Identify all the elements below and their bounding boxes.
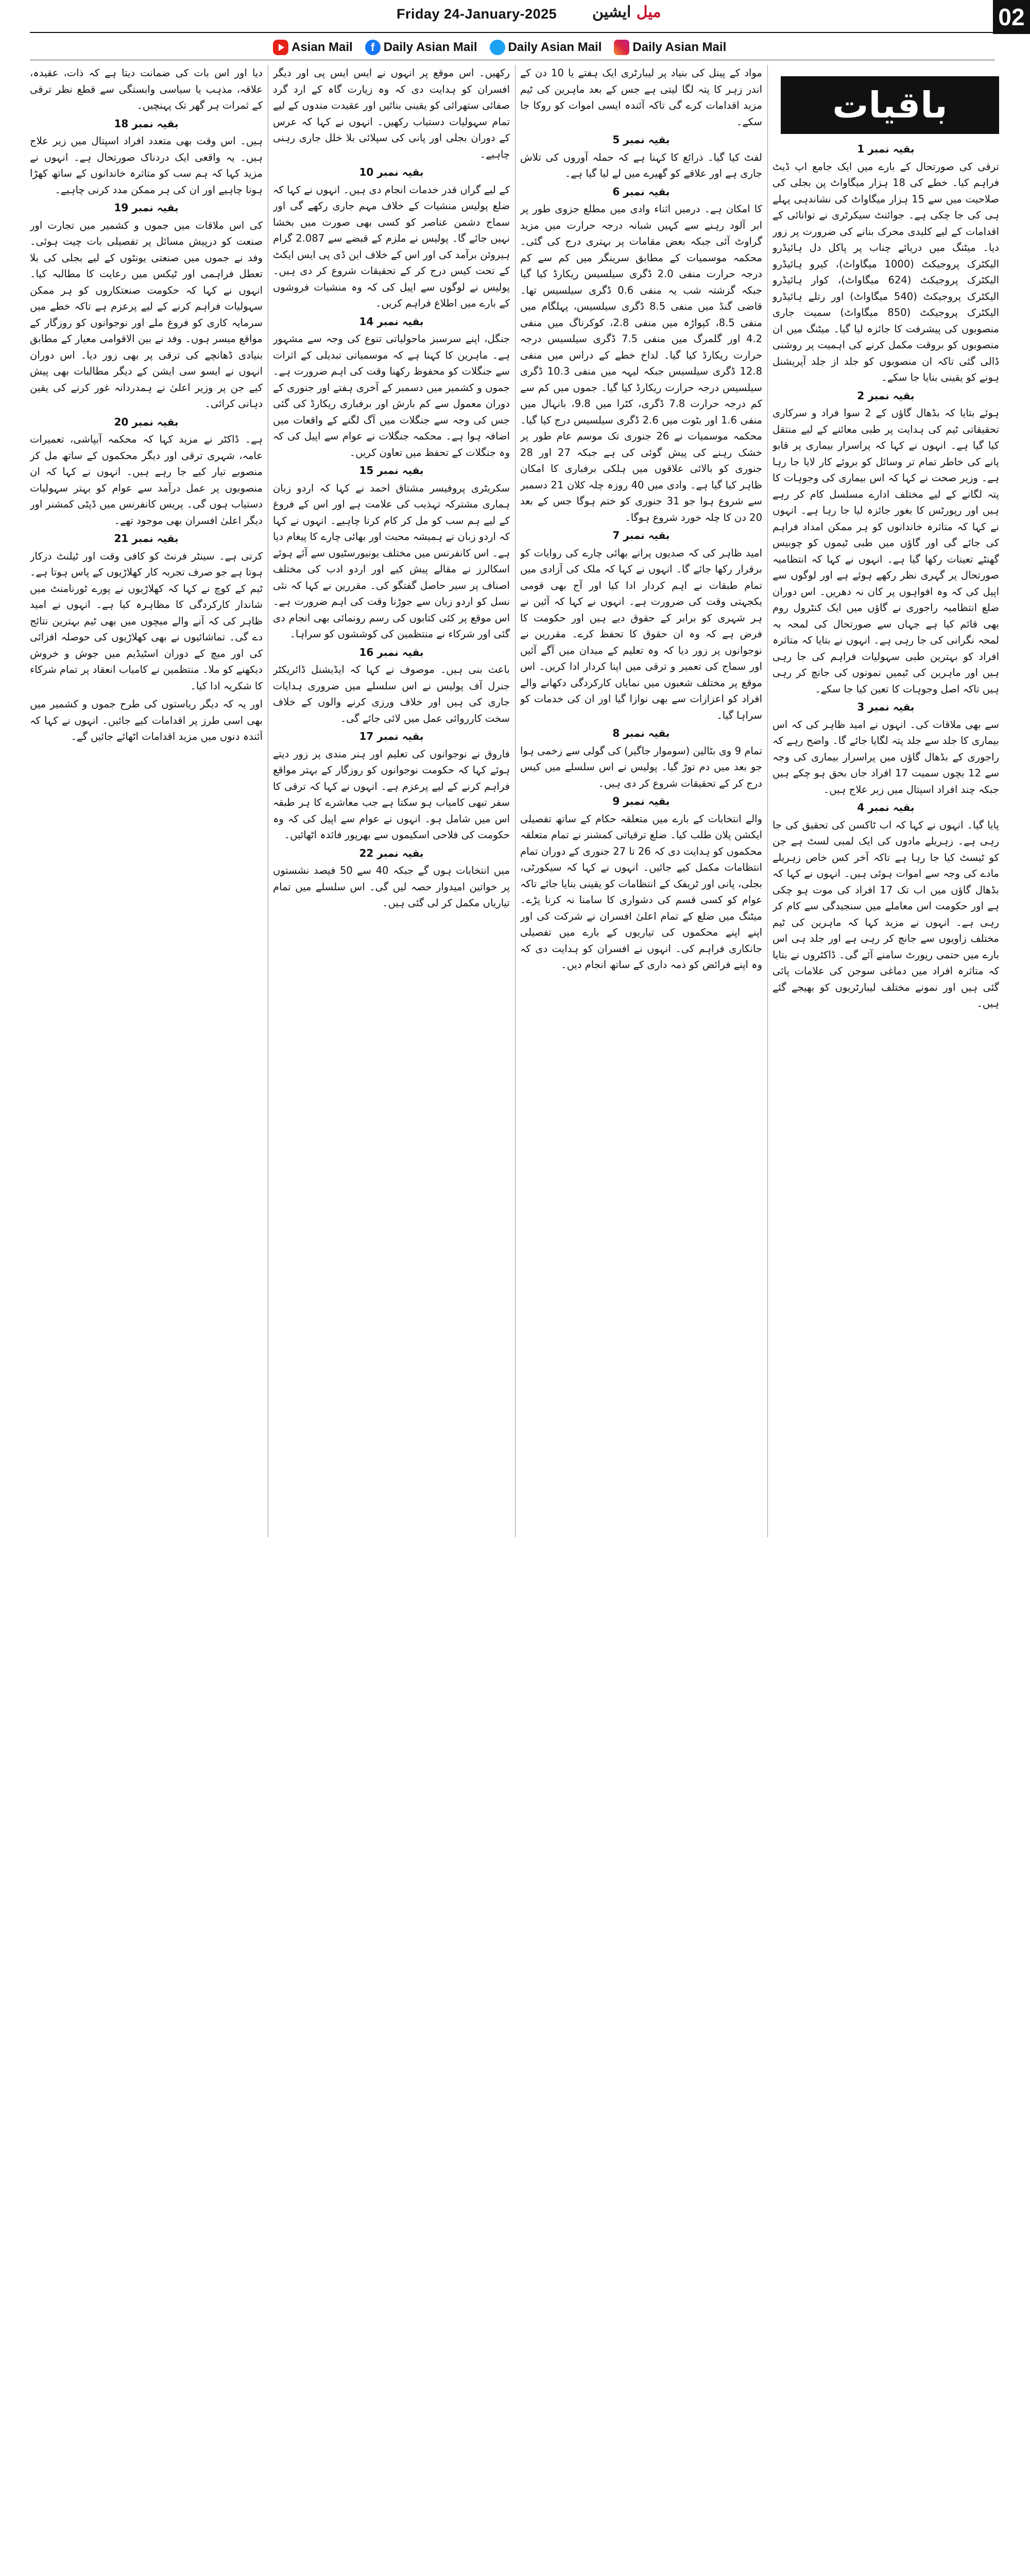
column-1 bbox=[772, 139, 999, 1537]
newspaper-logo bbox=[592, 3, 661, 21]
page-number: 02 bbox=[993, 0, 1030, 34]
article-paragraph: ہوئے بتایا کہ بڈھال گاؤں کے 2 سوا فراد و سرکاری تحقیقاتی ٹیم کی ہدایت پر طبی معائنے کے لیے منتقل کیا گیا ہے۔ انہوں نے کہا کہ پراسرار بیماری پر قابو پانے کی خاطر تمام تر وسائل کو بروئے کار لایا جا رہا ہے۔ وزیر صحت نے کہا کہ اس بیماری کی وجوہات کا پتہ لگانے کے لیے مختلف ادارے مسلسل کام کر رہے ہیں اور رپورٹس کا بغور جائزہ لیا جا رہا ہے۔ انہوں نے کہا کہ متاثرہ خاندانوں کو ہر ممکن امداد فراہم کی جائے گی اور گاؤں میں طبی ٹیموں کو چوبیس گھنٹے تعینات رکھا گیا ہے۔ انہوں نے کہا کہ انتظامیہ صورتحال پر گہری نظر رکھے ہوئے ہے اور لوگوں سے اپیل کی کہ وہ افواہوں پر کان نہ دھریں۔ اس دوران ضلع انتظامیہ راجوری نے گاؤں میں ایک کنٹرول روم بھی قائم کیا ہے جہاں سے صورتحال کی لمحہ بہ لمحہ نگرانی کی جا رہی ہے۔ انہوں نے بتایا کہ متاثرہ افراد کو بہترین طبی سہولیات فراہم کی جا رہی ہیں اور ماہرین کی ٹیمیں نمونوں کی جانچ کر رہی ہیں تاکہ اصل وجوہات کا تعین کیا جا سکے۔ bbox=[772, 407, 999, 695]
article-paragraph: دیا اور اس بات کی ضمانت دیتا ہے کہ ذات، عقیدہ، علاقہ، مذہب یا سیاسی وابستگی سے قطع نظر ترقی کے ثمرات ہر گھر تک پہنچیں۔ bbox=[30, 67, 263, 111]
section-banner: باقیات bbox=[781, 76, 999, 134]
continuation-heading: بقیہ نمبر 4 bbox=[857, 801, 915, 814]
continuation-heading: بقیہ نمبر 21 bbox=[114, 532, 179, 545]
continuation-heading: بقیہ نمبر 16 bbox=[359, 646, 424, 658]
social-label: Daily Asian Mail bbox=[508, 40, 602, 54]
article-paragraph: کا امکان ہے۔ درمیں اثناء وادی میں مطلع جزوی طور پر ابر آلود رہنے سے کہیں شبانہ درجہ حرارت میں مزید گراوٹ آئی جبکہ بعض مقامات پر بہتری درج کی گئی۔ محکمہ موسمیات کے مطابق سرینگر میں کم سے کم درجہ حرارت منفی 2.0 ڈگری سیلسیس ریکارڈ کیا گیا جبکہ گزشتہ شب یہ منفی 0.6 ڈگری سیلسیس تھا۔ قاضی گنڈ میں منفی 8.5 ڈگری سیلسیس، پہلگام میں منفی 8.5، کپواڑہ میں منفی 2.8، کوکرناگ میں منفی 4.2 اور گلمرگ میں منفی 7.5 ڈگری سیلسیس درجہ حرارت ریکارڈ کیا گیا۔ لداخ خطے کے دراس میں منفی 12.8 ڈگری سیلسیس جبکہ لیہہ میں منفی 10.3 ڈگری سیلسیس درجہ حرارت ریکارڈ کیا گیا۔ جموں میں کم سے کم درجہ حرارت 7.8 ڈگری، کٹرا میں 9.8، بانہال میں منفی 1.6 اور بٹوت میں 2.6 ڈگری سیلسیس درج کیا گیا۔ محکمہ موسمیات نے 26 جنوری تک موسم عام طور پر خشک رہنے کی پیش گوئی کی ہے جبکہ 27 اور 28 جنوری کو بالائی علاقوں میں ہلکی برفباری کا امکان ظاہر کیا گیا ہے۔ وادی میں 40 روزہ چلہ کلان 21 دسمبر سے شروع ہوا جو 31 جنوری کو ختم ہوگا جس کے بعد 20 دن کا چلہ خورد شروع ہوگا۔ bbox=[520, 203, 762, 523]
masthead-rule bbox=[30, 32, 995, 33]
continuation-heading: بقیہ نمبر 10 bbox=[359, 166, 424, 178]
article-paragraph: کے لیے گراں قدر خدمات انجام دی ہیں۔ انہوں نے کہا کہ ضلع پولیس منشیات کے خلاف مہم جاری رکھے گی اور سماج دشمن عناصر کو کسی بھی صورت میں بخشا نہیں جائے گا۔ پولیس نے ملزم کے قبضے سے 2.087 گرام ہیروئن برآمد کی اور اس کے خلاف این ڈی پی ایس ایکٹ کے تحت کیس درج کر کے تحقیقات شروع کر دی ہیں۔ پولیس نے لوگوں سے اپیل کی کہ وہ منشیات فروشوں کے بارے میں اطلاع فراہم کریں۔ bbox=[273, 183, 510, 309]
article-paragraph: ہے۔ ڈاکٹر نے مزید کہا کہ محکمہ آبپاشی، تعمیرات عامہ، شہری ترقی اور دیگر محکموں کے ساتھ مل کر منصوبے تیار کیے جا رہے ہیں۔ انہوں نے کہا کہ ان منصوبوں پر عمل درآمد سے عوام کو بہتر سہولیات دستیاب ہوں گی۔ پریس کانفرنس میں ڈپٹی کمشنر اور دیگر اعلیٰ افسران بھی موجود تھے۔ bbox=[30, 433, 263, 527]
continuation-heading: بقیہ نمبر 18 bbox=[114, 117, 179, 130]
continuation-heading: بقیہ نمبر 7 bbox=[612, 529, 670, 541]
continuation-heading: بقیہ نمبر 22 bbox=[359, 846, 424, 859]
continuation-heading: بقیہ نمبر 19 bbox=[114, 201, 179, 214]
article-paragraph: امید ظاہر کی کہ صدیوں پرانے بھائی چارے کی روایات کو برقرار رکھا جائے گا۔ انہوں نے کہا کہ ملک کی آزادی میں تمام طبقات نے اہم کردار ادا کیا اور آج بھی قومی یکجہتی وقت کی ضرورت ہے۔ انہوں نے کہا کہ آئین نے ہر شہری کو برابر کے حقوق دیے ہیں اور حکومت کا فرض ہے کہ وہ ان حقوق کا تحفظ کرے۔ مقررین نے نوجوانوں پر زور دیا کہ وہ تعلیم کے میدان میں آگے آئیں اور سماج کی تعمیر و ترقی میں اپنا کردار ادا کریں۔ اس موقع پر مختلف شعبوں میں نمایاں کارکردگی دکھانے والے افراد کو اعزازات سے بھی نوازا گیا اور ان کی خدمات کو سراہا گیا۔ bbox=[520, 547, 762, 721]
article-paragraph: مواد کے پینل کی بنیاد پر لیبارٹری ایک ہفتے یا 10 دن کے اندر زہر کا پتہ لگا لیتی ہے جس کے بعد ماہرین کی ٹیم مزید اقدامات کرے گی تاکہ آئندہ ایسی اموات کو روکا جا سکے۔ bbox=[520, 67, 762, 128]
social-label: Daily Asian Mail bbox=[383, 40, 477, 54]
column-2 bbox=[520, 65, 762, 1537]
continuation-heading: بقیہ نمبر 3 bbox=[857, 701, 915, 713]
article-paragraph: کرتی ہے۔ سینٹر فرنٹ کو کافی وقت اور ٹیلنٹ درکار ہوتا ہے جو صرف تجربہ کار کھلاڑیوں کے پاس ہوتا ہے۔ ٹیم کے کوچ نے کہا کہ کھلاڑیوں نے پورے ٹورنامنٹ میں شاندار کارکردگی کا مظاہرہ کیا ہے۔ انہوں نے امید ظاہر کی کہ آنے والے میچوں میں بھی ٹیم بہترین نتائج دے گی۔ تماشائیوں نے بھی کھلاڑیوں کی حوصلہ افزائی کی اور میچ کے دوران اسٹیڈیم میں جوش و خروش دیکھنے کو ملا۔ منتظمین نے کامیاب انعقاد پر تمام شرکاء کا شکریہ ادا کیا۔ bbox=[30, 550, 263, 692]
logo-accent: میل bbox=[636, 3, 661, 21]
column-divider bbox=[515, 65, 516, 1537]
article-paragraph: ہیں۔ اس وقت بھی متعدد افراد اسپتال میں زیر علاج ہیں۔ یہ واقعی ایک دردناک صورتحال ہے۔ انہوں نے مزید کہا کہ ہم سب کو متاثرہ خاندانوں کے ساتھ کھڑا ہونا چاہیے اور ان کی ہر ممکن مدد کرنی چاہیے۔ bbox=[30, 135, 263, 196]
continuation-heading: بقیہ نمبر 8 bbox=[612, 727, 670, 739]
masthead bbox=[0, 0, 1030, 32]
continuation-heading: بقیہ نمبر 20 bbox=[114, 415, 179, 428]
article-paragraph: میں انتخابات ہوں گے جبکہ 40 سے 50 فیصد نشستوں پر خواتین امیدوار حصہ لیں گی۔ اس سلسلے میں تمام تیاریاں مکمل کر لی گئی ہیں۔ bbox=[273, 865, 510, 909]
social-facebook[interactable] bbox=[365, 40, 477, 55]
article-paragraph: رکھیں۔ اس موقع پر انہوں نے ایس ایس پی اور دیگر افسران کو ہدایت دی کہ وہ زیارت گاہ کے ارد گرد صفائی ستھرائی کو یقینی بنائیں اور عقیدت مندوں کے لیے تمام سہولیات دستیاب رکھیں۔ انہوں نے کہا کہ عرس کے دوران بجلی اور پانی کی سپلائی بلا خلل جاری رہنی چاہیے۔ bbox=[273, 67, 510, 160]
social-bar bbox=[273, 36, 726, 59]
continuation-heading: بقیہ نمبر 2 bbox=[857, 389, 915, 402]
column-4 bbox=[30, 65, 263, 1537]
article-paragraph: سکریٹری پروفیسر مشتاق احمد نے کہا کہ اردو زبان ہماری مشترکہ تہذیب کی علامت ہے اور اس کے فروغ کے لیے ہم سب کو مل کر کام کرنا چاہیے۔ انہوں نے کہا کہ اردو زبان نے ہمیشہ محبت اور بھائی چارے کا پیغام دیا ہے۔ اس کانفرنس میں مختلف یونیورسٹیوں سے آئے ہوئے اسکالرز نے مقالے پیش کیے اور اردو ادب کی مختلف اصناف پر سیر حاصل گفتگو کی۔ مقررین نے کہا کہ نئی نسل کو اردو زبان سے جوڑنا وقت کی اہم ضرورت ہے۔ اس موقع پر کئی کتابوں کی رسم رونمائی بھی انجام دی گئی اور شرکاء نے منتظمین کی کوششوں کو سراہا۔ bbox=[273, 482, 510, 640]
column-3 bbox=[273, 65, 510, 1537]
article-paragraph: پایا گیا۔ انہوں نے کہا کہ اب ٹاکسن کی تحقیق کی جا رہی ہے۔ زہریلے مادوں کی ایک لمبی لسٹ ہے جن کو ٹیسٹ کیا جا رہا ہے تاکہ آخر کس خاص زہریلے مادے کی وجہ سے اموات ہوئی ہیں۔ انہوں نے کہا کہ بڈھال گاؤں میں اب تک 17 افراد کی موت ہو چکی ہے اور حکومت اس معاملے میں سنجیدگی سے کام کر رہی ہے۔ انہوں نے مزید کہا کہ ماہرین کی ٹیم مختلف زاویوں سے جانچ کر رہی ہے اور جلد ہی اس بارے میں حتمی رپورٹ سامنے آئے گی۔ ڈاکٹروں نے بتایا کہ متاثرہ افراد میں دماغی سوجن کی علامات پائی گئی ہیں اور نمونے مختلف لیبارٹریوں کو بھیجے گئے ہیں۔ bbox=[772, 819, 999, 1009]
logo-word: ایشین bbox=[592, 3, 631, 21]
social-youtube[interactable] bbox=[273, 40, 353, 55]
article-paragraph: فاروق نے نوجوانوں کی تعلیم اور ہنر مندی پر زور دیتے ہوئے کہا کہ حکومت نوجوانوں کو روزگار کے بہتر مواقع فراہم کرنے کے لیے پرعزم ہے۔ انہوں نے کہا کہ ترقی کا سفر تبھی کامیاب ہو سکتا ہے جب معاشرے کا ہر طبقہ اس میں شامل ہو۔ انہوں نے عوام سے اپیل کی کہ وہ حکومت کی فلاحی اسکیموں سے بھرپور فائدہ اٹھائیں۔ bbox=[273, 748, 510, 841]
article-paragraph: ترقی کی صورتحال کے بارے میں ایک جامع اپ ڈیٹ فراہم کیا۔ خطے کی 18 ہزار میگاواٹ پن بجلی کی صلاحیت میں سے 15 ہزار میگاواٹ کی نشاندہی پہلے ہی کی جا چکی ہے۔ جوائنٹ سیکرٹری نے توانائی کے اقدامات کے لیے کلیدی محرک بنانے کی ضرورت پر زور دیا۔ میٹنگ میں دریائے چناب پر پاکل دل ہائیڈرو الیکٹرک پروجیکٹ (1000 میگاواٹ)، کیرو ہائیڈرو الیکٹرک پروجیکٹ (624 میگاواٹ)، کوار ہائیڈرو الیکٹرک پروجیکٹ (540 میگاواٹ) اور رتلے ہائیڈرو الیکٹرک پروجیکٹ (850 میگاواٹ) سمیت جاری منصوبوں کی پیشرفت کا جائزہ لیا گیا۔ میٹنگ میں ان منصوبوں کو بروقت مکمل کرنے کی اہمیت پر روشنی ڈالی گئی تاکہ ان منصوبوں کو جلد از جلد آپریشنل ہونے کو یقینی بنایا جا سکے۔ bbox=[772, 160, 999, 383]
article-paragraph: والے انتخابات کے بارے میں متعلقہ حکام کے ساتھ تفصیلی ایکشن پلان طلب کیا۔ ضلع ترقیاتی کمشنر نے تمام متعلقہ محکموں کو ہدایت دی کہ 26 تا 27 جنوری کے دوران تمام انتظامات مکمل کیے جائیں۔ انہوں نے کہا کہ سیکورٹی، بجلی، پانی اور ٹریفک کے انتظامات کو یقینی بنایا جائے تاکہ عوام کو کسی قسم کی دشواری کا سامنا نہ کرنا پڑے۔ میٹنگ میں ضلع کے تمام اعلیٰ افسران نے شرکت کی اور اپنے اپنے محکموں کی تیاریوں کے بارے میں تفصیلی جانکاری فراہم کی۔ انہوں نے افسران کو ہدایت دی کہ وہ اپنے فرائض کو ذمہ داری کے ساتھ انجام دیں۔ bbox=[520, 812, 762, 971]
article-paragraph: جنگل، اپنے سرسبز ماحولیاتی تنوع کی وجہ سے مشہور ہے۔ ماہرین کا کہنا ہے کہ موسمیاتی تبدیلی کے اثرات سے جنگلات کو محفوظ رکھنا وقت کی اہم ضرورت ہے۔ جموں و کشمیر میں دسمبر کے آخری ہفتے اور جنوری کے دوران معمول سے کم بارش اور برفباری ریکارڈ کی گئی جس کی وجہ سے جنگلات میں آگ لگنے کے واقعات میں اضافہ ہوا ہے۔ محکمہ جنگلات نے عوام سے اپیل کی کہ وہ جنگلات کے تحفظ میں تعاون کریں۔ bbox=[273, 333, 510, 459]
continuation-heading: بقیہ نمبر 15 bbox=[359, 464, 424, 477]
continuation-heading: بقیہ نمبر 6 bbox=[612, 185, 670, 198]
issue-date: Friday 24-January-2025 bbox=[397, 6, 557, 22]
article-paragraph: تمام 9 وی بٹالین (سوموار جاگیر) کی گولی سے زخمی ہوا جو بعد میں دم توڑ گیا۔ پولیس نے اس سلسلے میں کیس درج کر کے تحقیقات شروع کر دی ہیں۔ bbox=[520, 744, 762, 789]
facebook-icon: f bbox=[365, 40, 381, 55]
article-paragraph: لفٹ کیا گیا۔ ذرائع کا کہنا ہے کہ حملہ آوروں کی تلاش جاری ہے اور علاقے کو گھیرے میں لے لیا گیا ہے۔ bbox=[520, 151, 762, 179]
article-paragraph: باعث بنی ہیں۔ موصوف نے کہا کہ ایڈیشنل ڈائریکٹر جنرل آف پولیس نے اس سلسلے میں ضروری ہدایات جاری کی ہیں اور خلاف ورزی کرنے والوں کے خلاف سخت کارروائی عمل میں لائی جائے گی۔ bbox=[273, 664, 510, 724]
social-label: Asian Mail bbox=[291, 40, 353, 54]
article-paragraph: کی اس ملاقات میں جموں و کشمیر میں تجارت اور صنعت کو درپیش مسائل پر تفصیلی بات چیت ہوئی۔ وفد نے جموں میں صنعتی یونٹوں کے لیے بجلی کی بلا تعطل فراہمی اور ٹیکس میں رعایت کا مطالبہ کیا۔ انہوں نے کہا کہ حکومت صنعتکاروں کو ہر ممکن سہولیات فراہم کرنے کے لیے پرعزم ہے تاکہ خطے میں سرمایہ کاری کو فروغ ملے اور نوجوانوں کو روزگار کے مواقع میسر ہوں۔ وفد نے بین الاقوامی معیار کے مطابق بنیادی ڈھانچے کی ترقی پر بھی زور دیا۔ اس دوران انہوں نے ایسو سی ایشن کے دیگر مطالبات بھی پیش کیے جن پر وزیر اعلیٰ نے ہمدردانہ غور کرنے کی یقین دہانی کرائی۔ bbox=[30, 219, 263, 410]
article-paragraph: سے بھی ملاقات کی۔ انہوں نے امید ظاہر کی کہ اس بیماری کا جلد سے جلد پتہ لگایا جائے گا۔ واضح رہے کہ راجوری کے بڈھال گاؤں میں پراسرار بیماری کی وجہ سے 12 بچوں سمیت 17 افراد جاں بحق ہو چکے ہیں جبکہ چند افراد اسپتال میں زیر علاج ہیں۔ bbox=[772, 718, 999, 795]
article-paragraph: اور یہ کہ دیگر ریاستوں کی طرح جموں و کشمیر میں بھی اسی طرز پر اقدامات کیے جائیں۔ انہوں نے کہا کہ آئندہ دنوں میں مزید اقدامات اٹھائے جائیں گے۔ bbox=[30, 698, 263, 742]
social-label: Daily Asian Mail bbox=[632, 40, 727, 54]
print-registration-bar bbox=[0, 1547, 1030, 1564]
youtube-icon bbox=[273, 40, 288, 55]
continuation-heading: بقیہ نمبر 9 bbox=[612, 795, 670, 807]
continuation-heading: بقیہ نمبر 17 bbox=[359, 730, 424, 742]
continuation-heading: بقیہ نمبر 5 bbox=[612, 133, 670, 146]
continuation-heading: بقیہ نمبر 1 bbox=[857, 143, 915, 155]
social-instagram[interactable] bbox=[614, 40, 726, 55]
column-divider bbox=[767, 65, 768, 1537]
instagram-icon bbox=[614, 40, 629, 55]
social-twitter[interactable] bbox=[490, 40, 602, 55]
continuation-heading: بقیہ نمبر 14 bbox=[359, 315, 424, 328]
twitter-icon bbox=[490, 40, 505, 55]
